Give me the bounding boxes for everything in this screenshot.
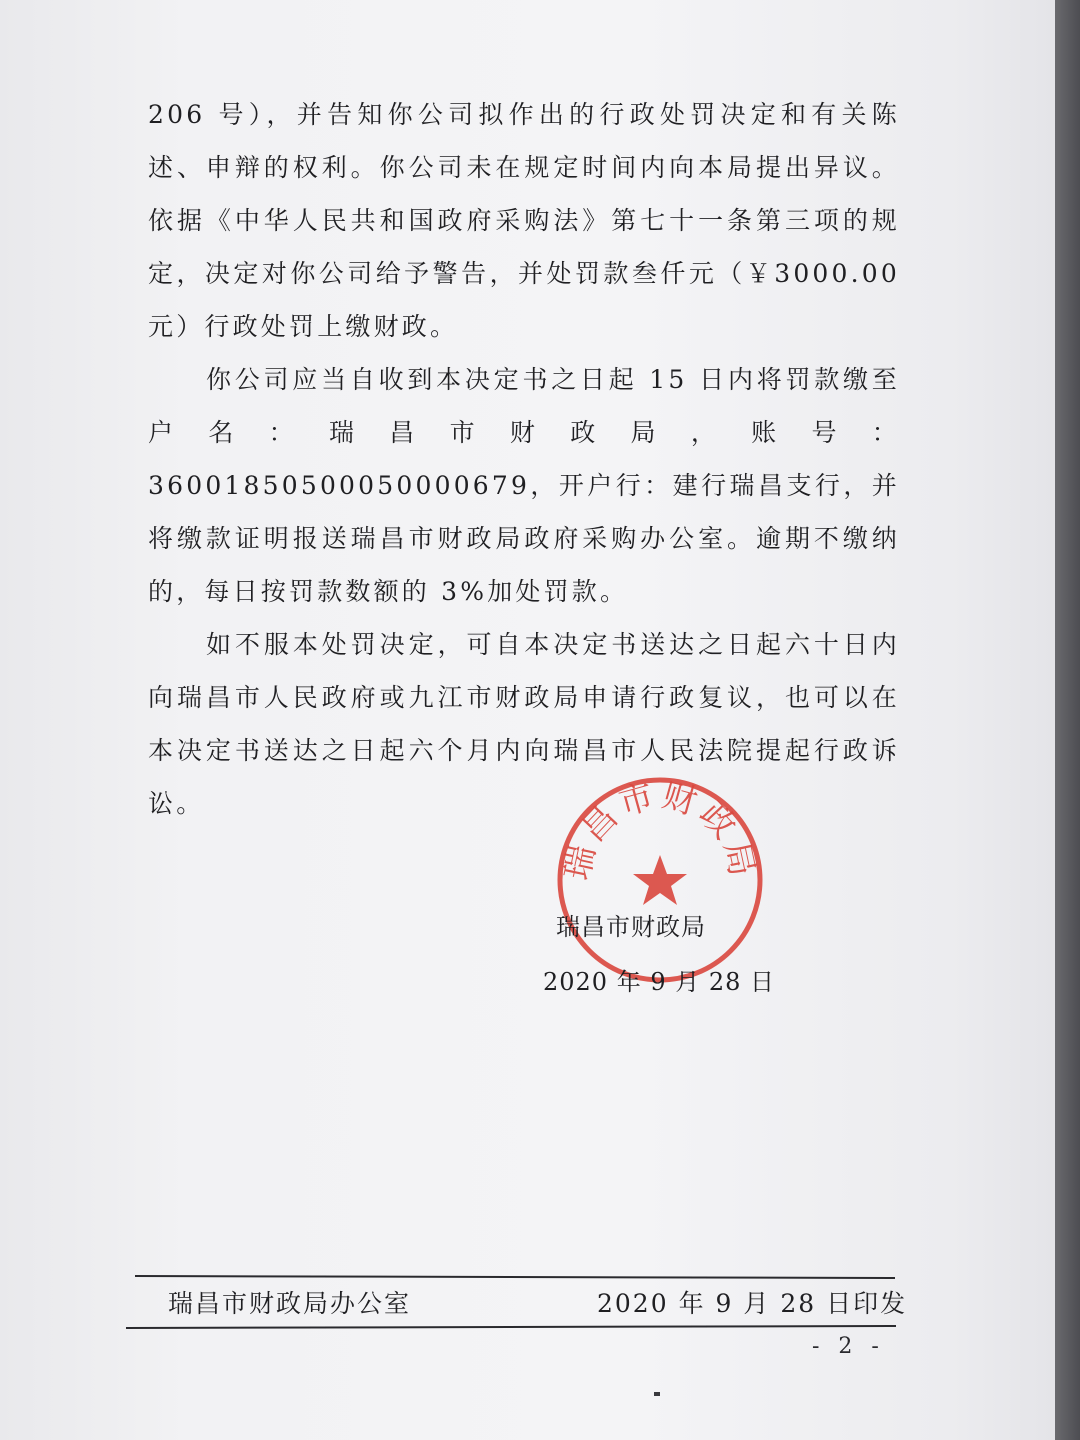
signature-date: 2020 年 9 月 28 日 [543,968,776,996]
paragraph-payment-instructions: 你公司应当自收到本决定书之日起 15 日内将罚款缴至户名：瑞昌市财政局，账号：36001850500050000679，开户行：建行瑞昌支行，并将缴款证明报送瑞昌市财政局政府采购办公室。逾期不缴纳的，每日按罚款数额的 3%加处罚款。 [148,365,900,606]
footer-rule-bottom [126,1325,896,1329]
paragraph-appeal-rights: 如不服本处罚决定，可自本决定书送达之日起六十日内向瑞昌市人民政府或九江市财政局申请行政复议，也可以在本决定书送达之日起六个月内向瑞昌市人民法院提起行政诉讼。 [148,630,900,818]
speck-mark [654,1392,660,1396]
footer-rule-top [135,1275,895,1279]
document-body [148,88,900,830]
page-number: - 2 - [812,1334,885,1359]
footer-issuing-office: 瑞昌市财政局办公室 [168,1289,412,1318]
background-table-edge [1055,0,1080,1440]
footer-issue-date: 2020 年 9 月 28 日印发 [597,1289,908,1318]
signature-organization: 瑞昌市财政局 [556,913,706,941]
seal-text: 瑞昌市财政局 [557,775,763,884]
paragraph-penalty-decision: 206 号），并告知你公司拟作出的行政处罚决定和有关陈述、申辩的权利。你公司未在规定时间内向本局提出异议。依据《中华人民共和国政府采购法》第七十一条第三项的规定，决定对你公司给予警告，并处罚款叁仟元（￥3000.00 元）行政处罚上缴财政。 [148,100,900,341]
official-seal-stamp [553,773,767,987]
seal-star-icon [633,855,687,905]
